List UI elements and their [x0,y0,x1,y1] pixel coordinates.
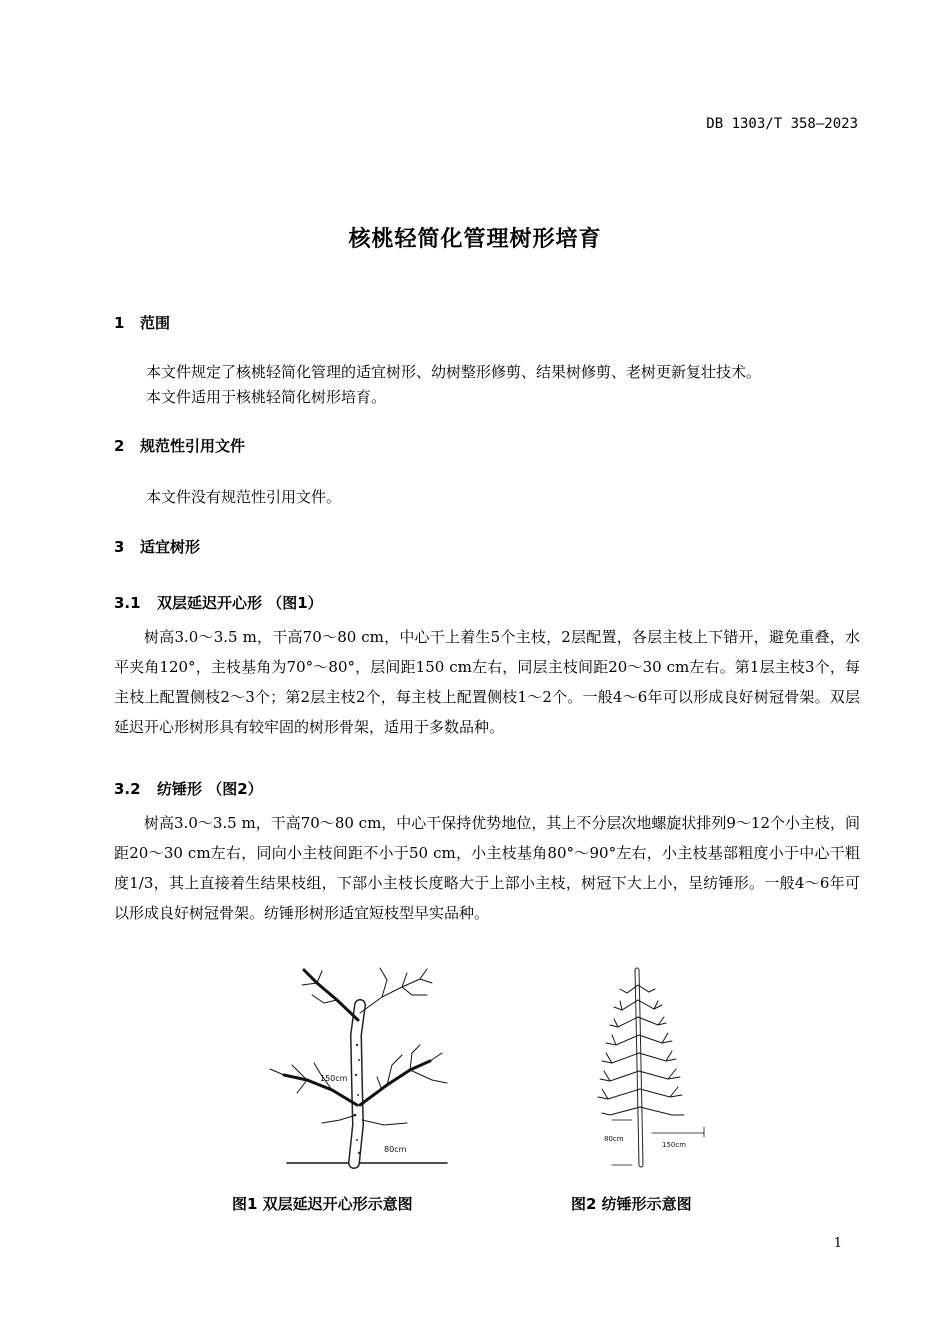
figure-1-caption: 图1 双层延迟开心形示意图 [232,1195,413,1213]
section-number: 2 [114,437,125,455]
section-number: 3 [114,538,125,556]
document-title: 核桃轻简化管理树形培育 [348,227,602,252]
section-2-heading [114,435,245,456]
section-title: 范围 [140,314,171,332]
figure-2-caption: 图2 纺锤形示意图 [571,1195,692,1213]
fig2-spacing-label: 150cm [662,1141,687,1149]
section-1-heading [114,312,170,333]
section-number: 1 [114,314,125,332]
section-title: 适宜树形 [140,538,201,556]
paragraph: 本文件适用于核桃轻简化树形培育。 [146,388,387,406]
fig1-trunk-label: 80cm [384,1145,407,1154]
section-3-2-heading [114,778,263,799]
section-number: 3.2 [114,780,141,798]
paragraph-3-2: 树高3.0～3.5 m，干高70～80 cm，中心干保持优势地位，其上不分层次地螺旋状排列9～12个小主枝，间距20～30 cm左右，同向小主枝间距不小于50 cm，小主枝基角80°～90°左右，小主枝基部粗度小于中心干粗度1/3，其上直接着生结果枝组，下部小主枝长度略大于上部小主枝，树冠下大上小，呈纺锤形。一般4～6年可以形成良好树冠骨架。纺锤形树形适宜短枝型早实品种。 [114,814,860,922]
paragraph: 本文件没有规范性引用文件。 [146,488,342,506]
fig2-trunk-label: 80cm [604,1135,624,1143]
section-number: 3.1 [114,594,141,612]
paragraph: 本文件规定了核桃轻简化管理的适宜树形、幼树整形修剪、结果树修剪、老树更新复壮技术。 [146,363,762,381]
paragraph-3-1: 树高3.0～3.5 m，干高70～80 cm，中心干上着生5个主枝，2层配置，各层主枝上下错开，避免重叠，水平夹角120°，主枝基角为70°～80°，层间距150 cm左右，同层主枝间距20～30 cm左右。第1层主枝3个，每主枝上配置侧枝2～3个；第2层主枝2个，每主枝上配置侧枝1～2个。一般4～6年可以形成良好树冠骨架。双层延迟开心形树形具有较牢固的树形骨架，适用于多数品种。 [114,628,860,736]
page-number: 1 [833,1236,842,1251]
section-title: 规范性引用文件 [140,437,246,455]
figure-2-illustration [592,965,712,1170]
section-title: 纺锤形 （图2） [157,780,263,798]
section-title: 双层延迟开心形 （图1） [157,594,323,612]
section-3-1-heading [114,592,323,613]
figure-1-illustration [262,965,482,1170]
section-3-heading [114,536,200,557]
document-code: DB 1303/T 358—2023 [706,116,858,132]
fig1-layer-label: 150cm [320,1074,348,1083]
